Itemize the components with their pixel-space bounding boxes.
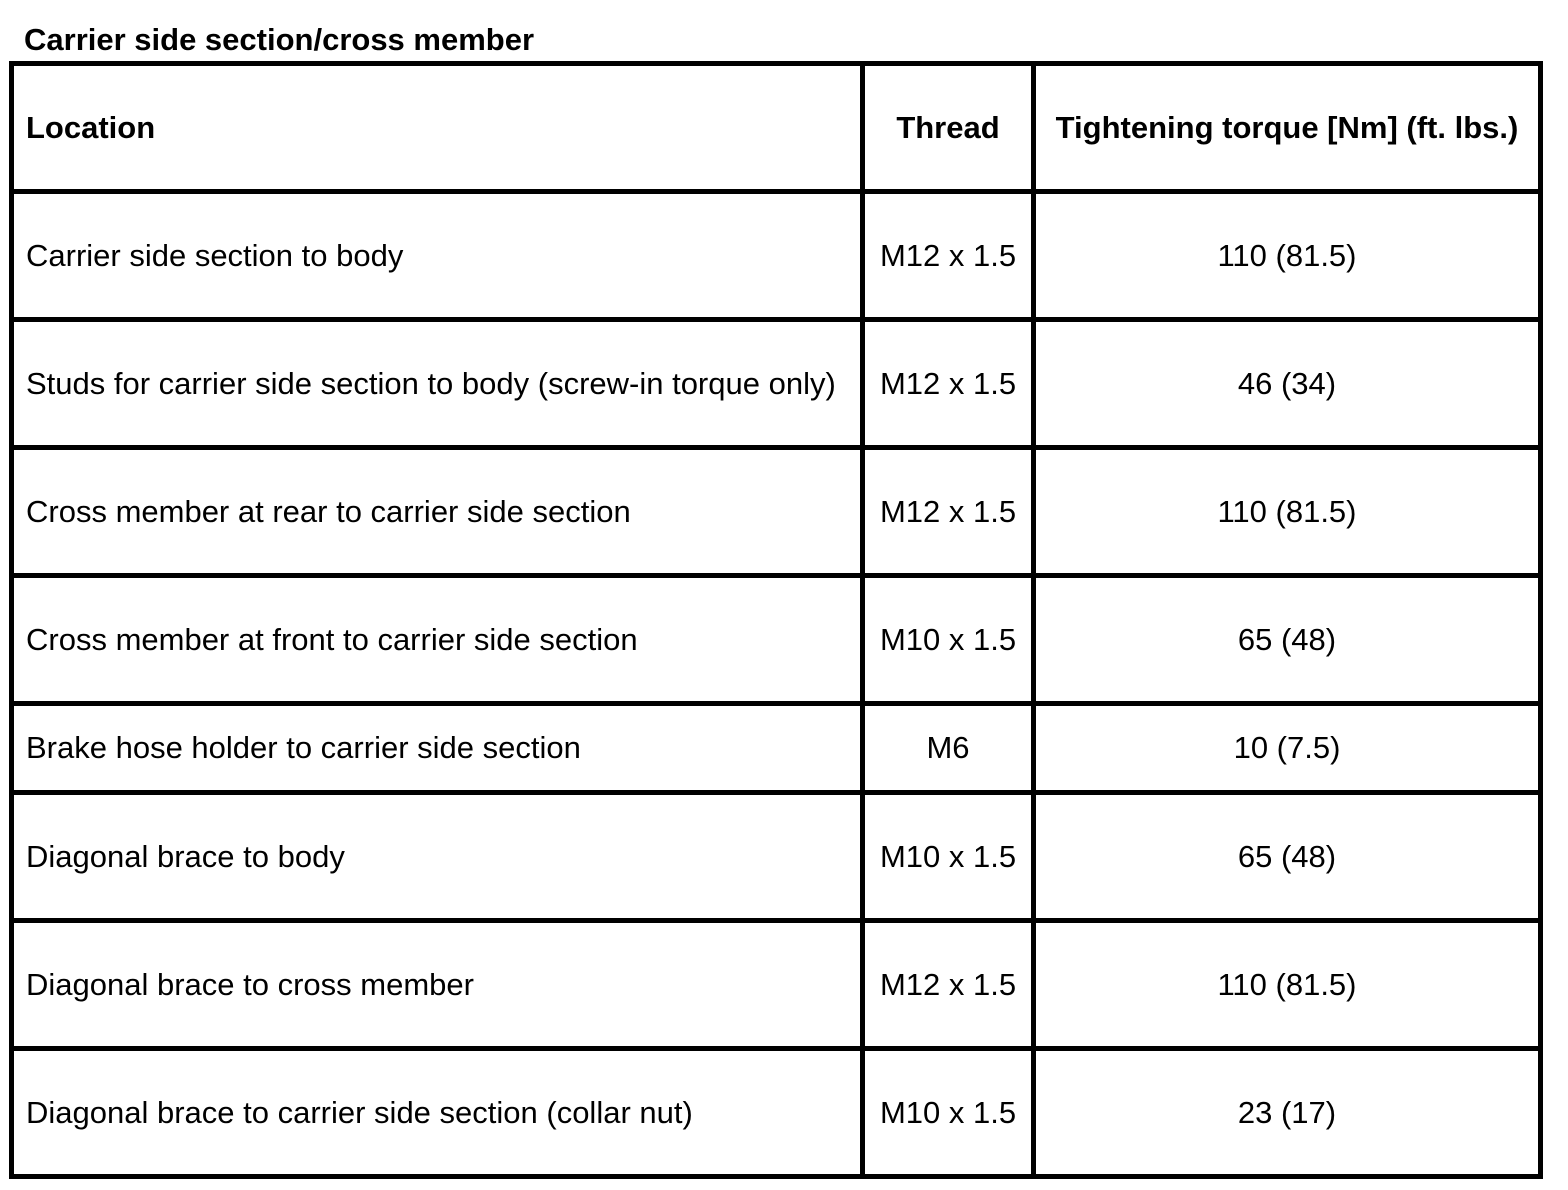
table-row <box>12 1049 1541 1177</box>
location-cell: Studs for carrier side section to body (screw-in torque only) <box>12 320 863 448</box>
torque-column-header: Tightening torque [Nm] (ft. lbs.) <box>1034 64 1541 192</box>
torque-specification-table <box>9 61 1543 1179</box>
table-row <box>12 921 1541 1049</box>
location-cell: Cross member at rear to carrier side section <box>12 448 863 576</box>
torque-cell: 46 (34) <box>1034 320 1541 448</box>
thread-cell: M12 x 1.5 <box>863 192 1034 320</box>
thread-cell: M12 x 1.5 <box>863 921 1034 1049</box>
thread-cell: M10 x 1.5 <box>863 1049 1034 1177</box>
table-header-row <box>12 64 1541 192</box>
location-cell: Carrier side section to body <box>12 192 863 320</box>
torque-cell: 23 (17) <box>1034 1049 1541 1177</box>
torque-cell: 10 (7.5) <box>1034 704 1541 793</box>
location-cell: Cross member at front to carrier side section <box>12 576 863 704</box>
torque-cell: 65 (48) <box>1034 576 1541 704</box>
table-row <box>12 704 1541 793</box>
table-row <box>12 576 1541 704</box>
thread-column-header: Thread <box>863 64 1034 192</box>
thread-cell: M6 <box>863 704 1034 793</box>
location-cell: Diagonal brace to cross member <box>12 921 863 1049</box>
table-row <box>12 192 1541 320</box>
torque-cell: 65 (48) <box>1034 793 1541 921</box>
location-column-header: Location <box>12 64 863 192</box>
thread-cell: M12 x 1.5 <box>863 320 1034 448</box>
torque-cell: 110 (81.5) <box>1034 921 1541 1049</box>
thread-cell: M10 x 1.5 <box>863 576 1034 704</box>
thread-cell: M10 x 1.5 <box>863 793 1034 921</box>
table-title: Carrier side section/cross member <box>24 22 535 57</box>
thread-cell: M12 x 1.5 <box>863 448 1034 576</box>
location-cell: Diagonal brace to body <box>12 793 863 921</box>
torque-cell: 110 (81.5) <box>1034 448 1541 576</box>
table-row <box>12 793 1541 921</box>
torque-cell: 110 (81.5) <box>1034 192 1541 320</box>
location-cell: Diagonal brace to carrier side section (collar nut) <box>12 1049 863 1177</box>
location-cell: Brake hose holder to carrier side section <box>12 704 863 793</box>
table-row <box>12 320 1541 448</box>
table-row <box>12 448 1541 576</box>
